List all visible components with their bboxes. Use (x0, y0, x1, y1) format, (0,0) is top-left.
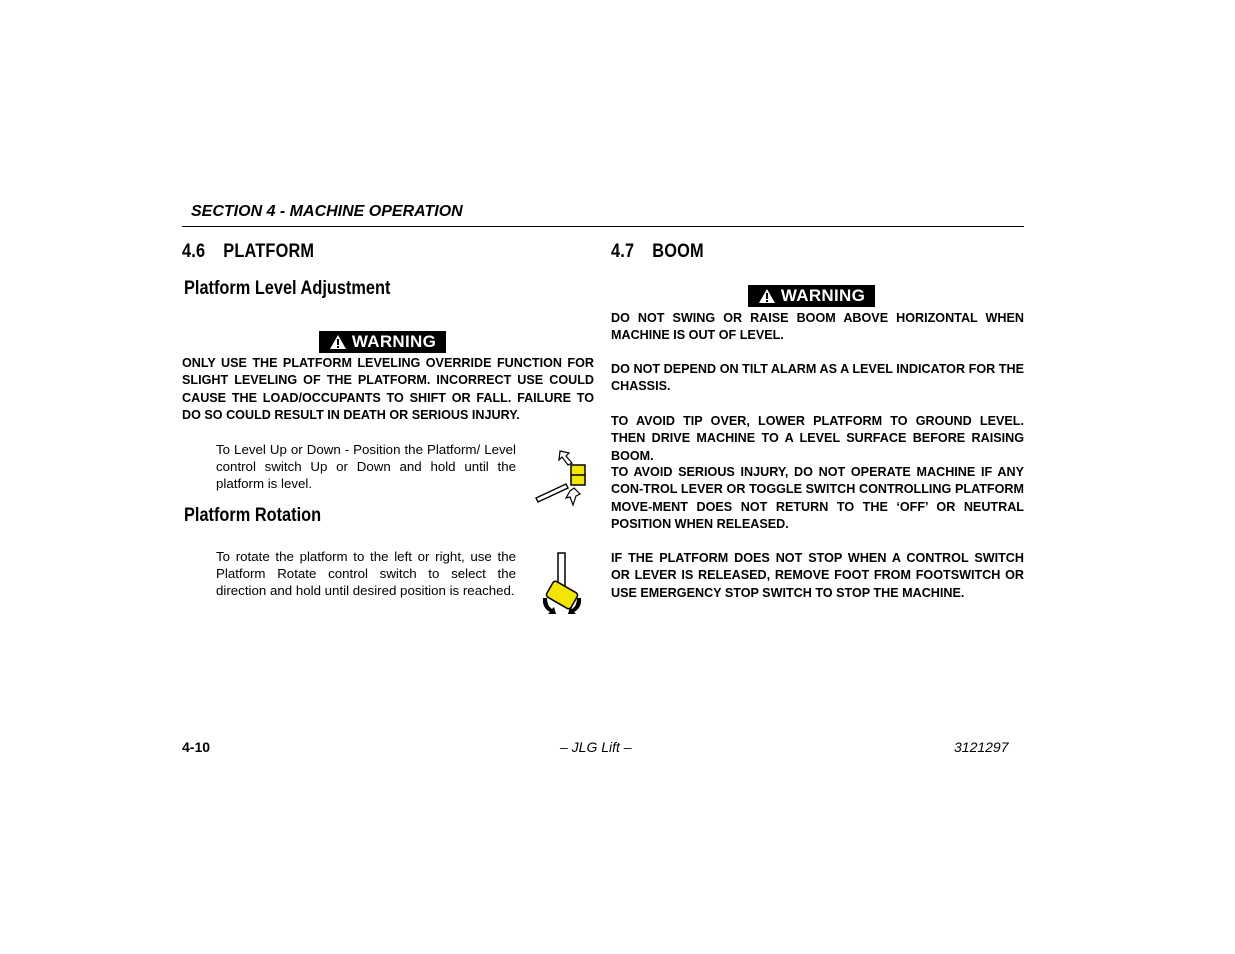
boom-warning-4: TO AVOID SERIOUS INJURY, DO NOT OPERATE MACHINE IF ANY CON-TROL LEVER OR TOGGLE SWITCH CONTROLLING PLATFORM MOVE-MENT DOES NOT RETURN TO THE ‘OFF’ OR NEUTRAL POSITION WHEN RELEASED. (611, 465, 1024, 531)
boom-section-title: BOOM (652, 241, 704, 262)
boom-warning-5: IF THE PLATFORM DOES NOT STOP WHEN A CONTROL SWITCH OR LEVER IS RELEASED, REMOVE FOOT FROM FOOTSWITCH OR USE EMERGENCY STOP SWITCH TO STOP THE MACHINE. (611, 551, 1024, 600)
footer-brand: – JLG Lift – (560, 739, 632, 755)
platform-level-adjustment-heading: Platform Level Adjustment (184, 278, 391, 299)
warning-triangle-icon (329, 334, 347, 350)
section-header: SECTION 4 - MACHINE OPERATION (191, 203, 463, 220)
boom-warning-2: DO NOT DEPEND ON TILT ALARM AS A LEVEL INDICATOR FOR THE CHASSIS. (611, 362, 1024, 394)
platform-section-title: PLATFORM (223, 241, 315, 262)
rotate-switch-icon (538, 550, 588, 616)
boom-warning-3: TO AVOID TIP OVER, LOWER PLATFORM TO GROUND LEVEL. THEN DRIVE MACHINE TO A LEVEL SURFACE BEFORE RAISING BOOM. (611, 414, 1024, 463)
platform-rotation-heading: Platform Rotation (184, 505, 322, 526)
rotation-instruction: To rotate the platform to the left or right, use the Platform Rotate control switch to select the direction and hold until desired position is reached. (216, 549, 516, 599)
header-divider (182, 226, 1024, 227)
boom-warning-label: WARNING (780, 286, 866, 305)
platform-warning-badge (319, 331, 446, 353)
platform-section-heading (182, 241, 314, 263)
level-adjust-instruction: To Level Up or Down - Position the Platform/ Level control switch Up or Down and hold until the platform is level. (216, 442, 516, 492)
level-switch-icon (532, 448, 592, 508)
platform-warning-text: ONLY USE THE PLATFORM LEVELING OVERRIDE FUNCTION FOR SLIGHT LEVELING OF THE PLATFORM. INCORRECT USE COULD CAUSE THE LOAD/OCCUPANTS TO SHIFT OR FALL. FAILURE TO DO SO COULD RESULT IN DEATH OR SERIOUS INJURY. (182, 356, 594, 422)
document-number: 3121297 (954, 739, 1009, 755)
boom-warning-1: DO NOT SWING OR RAISE BOOM ABOVE HORIZONTAL WHEN MACHINE IS OUT OF LEVEL. (611, 311, 1024, 343)
boom-warning-badge (748, 285, 875, 307)
warning-triangle-icon (758, 288, 776, 304)
boom-section-number: 4.7 (611, 241, 635, 262)
platform-section-number: 4.6 (182, 241, 206, 262)
platform-warning-label: WARNING (351, 332, 437, 351)
boom-section-heading (611, 241, 704, 263)
page-number: 4-10 (182, 739, 211, 755)
